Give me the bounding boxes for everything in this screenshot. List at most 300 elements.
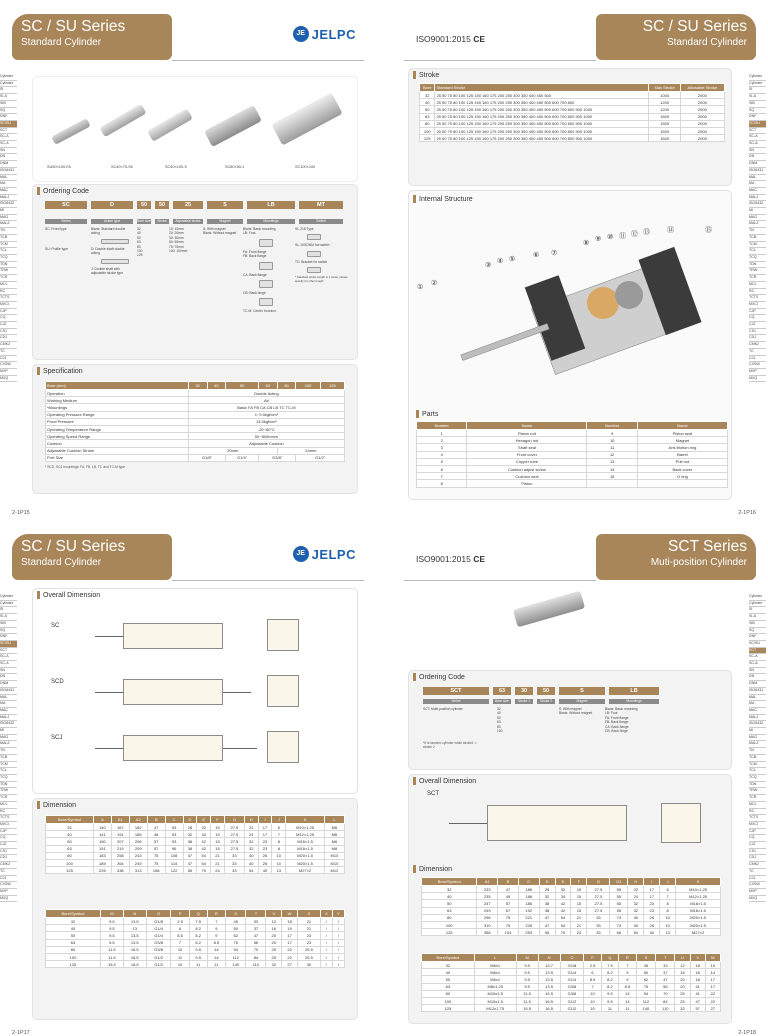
sidebar-item[interactable]: TC <box>0 869 17 876</box>
sidebar-item[interactable]: TCL <box>0 768 17 775</box>
table-cell: 3 <box>417 444 467 451</box>
sidebar-item[interactable]: Cylinder <box>0 601 17 608</box>
table-cell: 23 <box>644 907 660 914</box>
sidebar-item[interactable]: CQ <box>749 315 766 322</box>
sidebar-item[interactable]: TDN <box>0 262 17 269</box>
table-cell: 42 <box>197 838 211 845</box>
sidebar-item[interactable]: MXQ <box>0 376 17 383</box>
sidebar-item[interactable]: SI-A <box>749 614 766 621</box>
table-cell: 122 <box>165 867 183 874</box>
table-cell: 9.5 <box>100 918 123 925</box>
cutaway-illustration <box>419 221 725 401</box>
sidebar-item[interactable]: SCT <box>749 648 766 655</box>
sidebar-item[interactable]: CJ2 <box>749 322 766 329</box>
table-cell: 34 <box>197 831 211 838</box>
table-row <box>422 921 721 928</box>
table-cell: 55 <box>610 886 628 893</box>
series-subtitle: Standard Cylinder <box>21 557 102 568</box>
sidebar-item[interactable]: RC <box>749 809 766 816</box>
bore-options: 32 40 50 63 80 100 125 <box>137 227 143 258</box>
sidebar-item[interactable]: CMK2 <box>749 342 766 349</box>
sidebar-item[interactable]: Cylinder <box>749 594 766 601</box>
table-cell: 25 50 75 80 100 125 150 160 175 200 250 300 350 400 450 500 600 700 800 900 1000 <box>435 135 649 142</box>
sidebar-item[interactable]: SC-A <box>0 141 17 148</box>
sidebar-item[interactable]: TCM <box>0 242 17 249</box>
sidebar-item[interactable]: CMK2 <box>0 862 17 869</box>
sidebar-item[interactable]: Cylinder <box>749 81 766 88</box>
table-cell: 23 <box>297 932 320 939</box>
sidebar-item[interactable]: MAC <box>0 708 17 715</box>
sidebar-item[interactable]: TCR <box>0 275 17 282</box>
table-cell: M10 <box>324 852 344 859</box>
table-cell: 37 <box>246 925 266 932</box>
sidebar-item[interactable]: CXSW <box>749 362 766 369</box>
table-cell: 17 <box>705 976 720 983</box>
sidebar-item[interactable]: TCM <box>0 762 17 769</box>
column-header: U <box>675 954 690 962</box>
sidebar-item[interactable]: CXSW <box>749 882 766 889</box>
sidebar-item[interactable]: DNF <box>0 114 17 121</box>
table-row <box>417 458 728 465</box>
table-cell: G1/8 <box>146 918 171 925</box>
table-cell: 9.5 <box>100 925 123 932</box>
sidebar-item[interactable]: TC <box>749 869 766 876</box>
variant-label: SCJ <box>51 735 63 741</box>
table-row <box>417 444 728 451</box>
code-header: Mountings <box>609 699 659 704</box>
sidebar-item[interactable]: SIB <box>749 101 766 108</box>
sidebar-item[interactable]: MA <box>0 701 17 708</box>
sidebar-item[interactable]: MXQ <box>749 896 766 903</box>
sidebar-item[interactable]: TDN <box>749 262 766 269</box>
series-subtitle: Muti-position Cylinder <box>650 557 747 568</box>
sidebar-item[interactable]: TCL <box>749 248 766 255</box>
sidebar-item[interactable]: CJ1 <box>0 356 17 363</box>
sidebar-item[interactable]: TCTS <box>0 295 17 302</box>
table-cell: 33 <box>587 929 610 936</box>
sidebar-item[interactable]: SI <box>0 87 17 94</box>
series-subtitle: Standard Cylinder <box>21 37 102 48</box>
sidebar-item[interactable]: SIB <box>0 621 17 628</box>
table-cell: 75 <box>147 852 165 859</box>
sidebar-item[interactable]: SC-A <box>749 141 766 148</box>
sidebar-item[interactable]: ISO6432 <box>0 721 17 728</box>
sidebar-item[interactable]: MXQ <box>0 896 17 903</box>
spec-row: Port Size G1/8" G1/4" G3/8" G1/2" <box>46 454 345 461</box>
product-image <box>513 591 585 628</box>
table-cell: 70 <box>197 867 211 874</box>
sidebar-item[interactable]: MAC <box>749 708 766 715</box>
table-cell: 13.5 <box>538 969 560 976</box>
sidebar-item[interactable]: Cylinder <box>0 594 17 601</box>
sidebar-item[interactable]: ISO6432 <box>749 721 766 728</box>
table-cell: 140 <box>636 1005 656 1012</box>
table-cell: 25 50 75 80 100 125 150 160 175 200 250 300 350 400 450 500 600 700 800 900 1000 <box>435 120 649 127</box>
sidebar-item[interactable]: MALJ <box>749 195 766 202</box>
table-cell: 20 <box>266 939 282 946</box>
table-row <box>46 918 345 925</box>
sidebar-item[interactable]: TCL <box>0 248 17 255</box>
sidebar-item[interactable]: CDJ <box>749 855 766 862</box>
sidebar-item[interactable]: MA <box>749 701 766 708</box>
section-title: Overall Dimension <box>413 777 476 785</box>
table-cell: 125 <box>422 929 477 936</box>
iso-cert: ISO9001:2015 CE <box>416 34 486 44</box>
sidebar-item[interactable]: CJ1 <box>749 356 766 363</box>
sidebar-item[interactable]: TCQ <box>0 775 17 782</box>
sidebar-item[interactable]: TCB <box>749 755 766 762</box>
sidebar-item[interactable]: CJ1 <box>749 876 766 883</box>
table-cell: 1 <box>417 430 467 437</box>
table-cell: M8 <box>324 845 344 852</box>
sidebar-item[interactable]: SQ <box>0 628 17 635</box>
sidebar-item[interactable]: MAC <box>749 188 766 195</box>
sidebar-item[interactable]: TN <box>0 228 17 235</box>
sidebar-item[interactable]: CS1 <box>749 849 766 856</box>
table-cell: 45 <box>636 962 656 969</box>
sidebar-item[interactable]: SC/SU <box>749 641 766 648</box>
table-cell: 32 <box>422 962 475 969</box>
sidebar-item[interactable]: CQ <box>0 315 17 322</box>
column-header: W <box>705 954 720 962</box>
sidebar-item[interactable]: MCL <box>749 802 766 809</box>
table-cell: 13.5 <box>538 983 560 990</box>
sidebar-item[interactable]: MXP <box>749 369 766 376</box>
sidebar-item[interactable]: TRW <box>0 788 17 795</box>
sidebar-item[interactable]: MCL <box>0 282 17 289</box>
sidebar-item[interactable]: RC <box>0 289 17 296</box>
sidebar-item[interactable]: CS1 <box>0 849 17 856</box>
sidebar-item[interactable]: Cylinder <box>749 74 766 81</box>
table-cell: M27×2 <box>286 867 325 874</box>
table-row <box>420 135 725 142</box>
sidebar-item[interactable]: MAG <box>749 735 766 742</box>
table-cell: 57 <box>147 838 165 845</box>
sidebar-item[interactable]: MI <box>0 208 17 215</box>
sidebar-item[interactable]: MXP <box>0 889 17 896</box>
sidebar-item[interactable]: Cylinder <box>749 601 766 608</box>
sidebar-item[interactable]: DN <box>749 154 766 161</box>
sidebar-item[interactable]: SC-A <box>749 134 766 141</box>
table-row <box>420 99 725 106</box>
table-cell: 22 <box>628 886 644 893</box>
sidebar-item[interactable]: MALZ <box>0 221 17 228</box>
switch-thumbnail <box>307 251 321 257</box>
sidebar-item[interactable]: Cylinder <box>0 81 17 88</box>
sidebar-item[interactable]: RC <box>0 809 17 816</box>
sidebar-item[interactable]: MAL <box>0 695 17 702</box>
sidebar-item[interactable]: TCR <box>749 275 766 282</box>
sidebar-item[interactable]: TRW <box>749 788 766 795</box>
table-cell: 57 <box>498 907 519 914</box>
sidebar-item[interactable]: SI-A <box>749 94 766 101</box>
table-cell: 16.5 <box>538 1005 560 1012</box>
sidebar-item[interactable]: CMK2 <box>0 342 17 349</box>
sidebar-item[interactable]: DNF <box>0 634 17 641</box>
table-cell: M10x1.5 <box>474 997 516 1004</box>
sidebar-item[interactable]: TCTS <box>0 815 17 822</box>
sidebar-item[interactable]: TDN <box>0 782 17 789</box>
table-cell: 37 <box>656 969 675 976</box>
sidebar-item[interactable]: SI-A <box>0 94 17 101</box>
sidebar-item[interactable]: CJ2 <box>0 322 17 329</box>
adjustable-options: 10: 10mm 20: 20mm 30: 30mm 50: 50mm 75: 75mm 100: 100mm <box>169 227 188 254</box>
sidebar-item[interactable]: DNF <box>749 114 766 121</box>
table-cell: M20×1.5 <box>286 859 325 866</box>
sidebar-item[interactable]: DNM <box>0 161 17 168</box>
sidebar-item[interactable]: MXCI <box>749 822 766 829</box>
sidebar-item[interactable]: TCQ <box>0 255 17 262</box>
column-header: Number <box>587 422 637 430</box>
table-cell: 219 <box>111 845 129 852</box>
sidebar-item[interactable]: MALZ <box>749 221 766 228</box>
sidebar-item[interactable]: MI <box>749 728 766 735</box>
callout-number: ⑪ <box>619 233 626 240</box>
sidebar-item[interactable]: SI <box>749 607 766 614</box>
table-cell: / <box>320 925 332 932</box>
sidebar-item[interactable]: TCTS <box>749 295 766 302</box>
sidebar-item[interactable]: MCL <box>749 282 766 289</box>
sidebar-item[interactable]: SQ <box>749 628 766 635</box>
sidebar-item[interactable]: TCM <box>749 242 766 249</box>
sidebar-item[interactable]: SC-A <box>0 661 17 668</box>
table-cell: / <box>332 925 344 932</box>
code-header: Series <box>45 219 87 224</box>
table-cell: 17 <box>282 939 298 946</box>
table-cell: 94 <box>225 946 246 953</box>
cylinder-thumbnail <box>101 239 129 244</box>
sidebar-item[interactable]: ISO6431 <box>749 168 766 175</box>
sidebar-item[interactable]: CJ2 <box>0 842 17 849</box>
sidebar-item[interactable]: DN <box>0 674 17 681</box>
side-view-drawing <box>123 679 223 705</box>
sidebar-item[interactable]: SQ <box>749 108 766 115</box>
sidebar-item[interactable]: TCB <box>0 755 17 762</box>
table-cell: 140 <box>93 824 111 831</box>
sidebar-item[interactable]: TC <box>0 349 17 356</box>
logo-mark-icon: JE <box>293 26 309 42</box>
sidebar-item[interactable]: SN <box>749 148 766 155</box>
sidebar-item[interactable]: SI <box>749 87 766 94</box>
table-cell: 80 <box>422 914 477 921</box>
table-cell: 54 <box>197 852 211 859</box>
sidebar-item[interactable]: RC <box>749 289 766 296</box>
table-cell: 40 <box>628 914 644 921</box>
sidebar-item[interactable]: TCR <box>0 795 17 802</box>
sidebar-item[interactable]: TCTS <box>749 815 766 822</box>
table-cell: 15.5 <box>100 961 123 968</box>
sidebar-item[interactable]: SC-A <box>749 654 766 661</box>
sidebar-item[interactable]: MAG <box>0 215 17 222</box>
table-cell: 54 <box>244 867 258 874</box>
sidebar-item[interactable]: SN <box>0 668 17 675</box>
sidebar-item[interactable]: SC/SU <box>0 121 17 128</box>
sidebar-item[interactable]: MA <box>0 181 17 188</box>
sidebar-item[interactable]: MAL <box>0 175 17 182</box>
callout-number: ⑦ <box>551 250 558 257</box>
sidebar-item[interactable]: TCL <box>749 768 766 775</box>
sidebar-item[interactable]: MXQ <box>749 376 766 383</box>
sidebar-item[interactable]: CXSW <box>0 362 17 369</box>
table-cell: 192 <box>518 907 539 914</box>
sidebar-item[interactable]: TCM <box>749 762 766 769</box>
sidebar-item[interactable]: Cylinder <box>0 74 17 81</box>
sidebar-item[interactable]: MAL <box>749 175 766 182</box>
table-cell: 2000 <box>680 106 724 113</box>
sidebar-item[interactable]: TC <box>749 349 766 356</box>
column-header: Bore/Symbol <box>46 910 101 918</box>
sidebar-item[interactable]: ISO6432 <box>0 201 17 208</box>
callout-number: ⑤ <box>509 256 516 263</box>
sidebar-item[interactable]: SC/SU <box>0 641 17 648</box>
sidebar-item[interactable]: DN <box>749 674 766 681</box>
sidebar-item[interactable]: SC-A <box>0 134 17 141</box>
sidebar-item[interactable]: SQ <box>0 108 17 115</box>
sidebar-item[interactable]: TN <box>749 748 766 755</box>
sidebar-item[interactable]: SI <box>0 607 17 614</box>
sidebar-item[interactable]: TCQ <box>749 255 766 262</box>
sidebar-item[interactable]: ISO6431 <box>0 168 17 175</box>
sidebar-item[interactable]: MALZ <box>0 741 17 748</box>
sidebar-item[interactable]: CXSW <box>0 882 17 889</box>
sidebar-item[interactable]: MA <box>749 181 766 188</box>
callout-number: ⑫ <box>631 231 638 238</box>
page-number: 2-1P18 <box>738 1030 756 1036</box>
sidebar-item[interactable]: SCT <box>0 648 17 655</box>
column-header: G <box>587 878 610 886</box>
sidebar-item[interactable]: ISO6431 <box>0 688 17 695</box>
page-sc-su-overview <box>12 10 364 516</box>
sidebar-item[interactable]: TRW <box>0 268 17 275</box>
table-cell: 22 <box>282 953 298 960</box>
sidebar-item[interactable]: DNM <box>749 681 766 688</box>
sidebar-item[interactable]: MALJ <box>0 715 17 722</box>
table-cell: 63 <box>46 845 94 852</box>
sidebar-item[interactable]: CS1 <box>749 329 766 336</box>
table-cell: 11.5 <box>516 990 538 997</box>
sidebar-item[interactable]: DNF <box>749 634 766 641</box>
sidebar-item[interactable]: CJ2 <box>749 842 766 849</box>
sidebar-item[interactable]: SN <box>749 668 766 675</box>
sidebar-item[interactable]: CJP <box>749 309 766 316</box>
product-caption: SC40×100-S <box>165 165 187 169</box>
sidebar-item[interactable]: CDJ <box>0 855 17 862</box>
sidebar-item[interactable]: CJP <box>0 829 17 836</box>
table-header-row <box>420 84 725 92</box>
table-cell: 47 <box>147 824 165 831</box>
sidebar-item[interactable]: TCQ <box>749 775 766 782</box>
sidebar-item[interactable]: MALZ <box>749 741 766 748</box>
section-title: Ordering Code <box>37 187 89 195</box>
sidebar-item[interactable]: CQ <box>749 835 766 842</box>
sidebar-item[interactable]: MALJ <box>0 195 17 202</box>
page-number: 2-1P16 <box>738 510 756 516</box>
sidebar-item[interactable]: CJP <box>0 309 17 316</box>
sidebar-item[interactable]: MAG <box>749 215 766 222</box>
table-cell: 27 <box>705 1005 720 1012</box>
section-title: Dimension <box>37 801 76 809</box>
sidebar-item[interactable]: TN <box>749 228 766 235</box>
column-header: V <box>266 910 282 918</box>
sidebar-item[interactable]: TCB <box>749 235 766 242</box>
sidebar-item[interactable]: DNM <box>749 161 766 168</box>
table-cell: 80 <box>422 990 475 997</box>
table-cell: 112 <box>636 997 656 1004</box>
rod-line <box>223 748 257 749</box>
sidebar-item[interactable]: CMK2 <box>749 862 766 869</box>
sidebar-item[interactable]: SIB <box>0 101 17 108</box>
sidebar-item[interactable]: DN <box>0 154 17 161</box>
sidebar-item[interactable]: MAC <box>0 188 17 195</box>
sidebar-item[interactable]: SIB <box>749 621 766 628</box>
sidebar-item[interactable]: MCL <box>0 802 17 809</box>
sidebar-item[interactable]: DNM <box>0 681 17 688</box>
table-cell: 27.5 <box>587 893 610 900</box>
sidebar-item[interactable]: MXP <box>749 889 766 896</box>
sidebar-item[interactable]: SCT <box>0 128 17 135</box>
table-cell: / <box>320 961 332 968</box>
sidebar-item[interactable]: CQ <box>0 835 17 842</box>
sidebar-item[interactable]: SI-A <box>0 614 17 621</box>
sidebar-item[interactable]: MXP <box>0 369 17 376</box>
sidebar-item[interactable]: MALJ <box>749 715 766 722</box>
sidebar-item[interactable]: SCT <box>749 128 766 135</box>
sidebar-item[interactable]: CDJ <box>0 335 17 342</box>
sidebar-item[interactable]: MAG <box>0 735 17 742</box>
table-cell: 66 <box>610 929 628 936</box>
sidebar-item[interactable]: SC-A <box>749 661 766 668</box>
table-cell: 6 <box>171 925 189 932</box>
sidebar-item[interactable]: CDJ <box>749 335 766 342</box>
series-header <box>12 14 172 60</box>
sidebar-item[interactable]: TCB <box>0 235 17 242</box>
sidebar-item[interactable]: MXCI <box>749 302 766 309</box>
table-cell: M16×1.5 <box>286 838 325 845</box>
sidebar-item[interactable]: CJP <box>749 829 766 836</box>
sidebar-item[interactable]: TCR <box>749 795 766 802</box>
sidebar-item[interactable]: ISO6432 <box>749 201 766 208</box>
sidebar-item[interactable]: SC-A <box>0 654 17 661</box>
sidebar-item[interactable]: MXCI <box>0 302 17 309</box>
table-cell: 27.5 <box>224 824 244 831</box>
sidebar-item[interactable]: MI <box>749 208 766 215</box>
series-title: SC / SU Series <box>642 18 747 35</box>
sidebar-item[interactable]: TN <box>0 748 17 755</box>
table-cell: 56 <box>246 939 266 946</box>
table-cell: 45 <box>225 918 246 925</box>
table-row <box>422 969 721 976</box>
table-cell <box>637 480 727 487</box>
table-cell: 40 <box>422 893 477 900</box>
table-cell: 84 <box>246 953 266 960</box>
sidebar-item[interactable]: TRW <box>749 268 766 275</box>
sidebar-item[interactable]: SN <box>0 148 17 155</box>
sidebar-item[interactable]: MI <box>0 728 17 735</box>
table-cell: 17 <box>282 932 298 939</box>
sidebar-item[interactable]: CS1 <box>0 329 17 336</box>
callout-number: ⑥ <box>533 252 540 259</box>
code-header: Series <box>423 699 489 704</box>
sidebar-item[interactable]: MXCI <box>0 822 17 829</box>
spec-row: Working Medium Air <box>46 397 345 404</box>
sidebar-item[interactable]: MAL <box>749 695 766 702</box>
sidebar-item[interactable]: TDN <box>749 782 766 789</box>
table-row <box>420 113 725 120</box>
series-header <box>596 14 756 60</box>
sidebar-item[interactable]: CJ1 <box>0 876 17 883</box>
sidebar-item[interactable]: SC/SU <box>749 121 766 128</box>
sidebar-item[interactable]: ISO6431 <box>749 688 766 695</box>
